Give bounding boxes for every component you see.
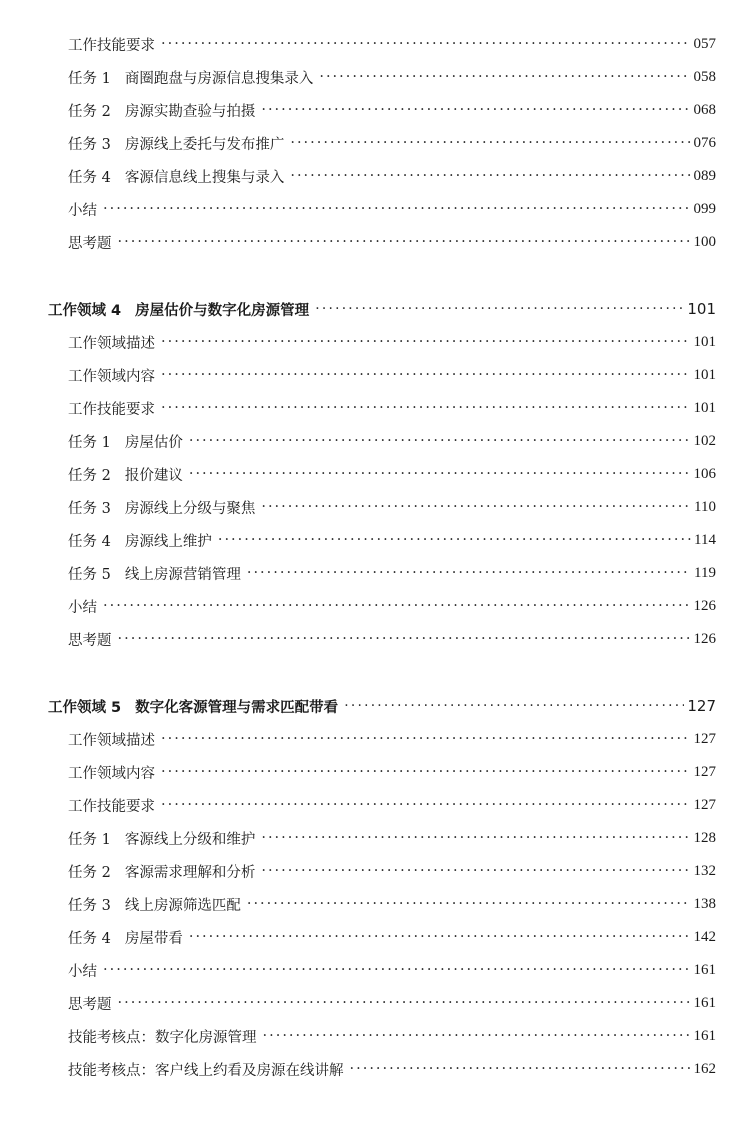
toc-entry-row[interactable] xyxy=(68,33,716,55)
toc-entry-row[interactable] xyxy=(68,529,716,551)
dot-leader xyxy=(118,995,691,1011)
toc-page-number: 138 xyxy=(693,895,716,912)
toc-page-number: 101 xyxy=(693,333,716,350)
dot-leader xyxy=(315,301,684,317)
toc-page-number: 161 xyxy=(693,1027,716,1044)
dot-leader xyxy=(261,830,690,846)
toc-title: 思考题 xyxy=(68,996,112,1013)
toc-entry-row[interactable] xyxy=(68,99,716,121)
toc-title: 工作技能要求 xyxy=(68,401,155,418)
toc-entry-row[interactable] xyxy=(68,132,716,154)
toc-prefix: 任务 4 xyxy=(68,169,111,186)
dot-leader xyxy=(161,367,691,383)
toc-entry-row[interactable] xyxy=(68,231,716,253)
dot-leader xyxy=(189,929,691,945)
dot-leader xyxy=(103,962,691,978)
toc-page-number: 161 xyxy=(693,961,716,978)
toc-page-number: 114 xyxy=(694,531,716,548)
toc-prefix: 任务 1 xyxy=(68,70,111,87)
toc-entry-row[interactable] xyxy=(68,66,716,88)
toc-page-number: 127 xyxy=(693,796,716,813)
toc-prefix: 任务 1 xyxy=(68,434,111,451)
toc-title: 小结 xyxy=(68,599,97,616)
toc-title: 工作技能要求 xyxy=(68,798,155,815)
toc-title: 线上房源筛选匹配 xyxy=(124,897,241,914)
dot-leader xyxy=(344,698,684,714)
toc-title: 房屋估价 xyxy=(124,434,183,451)
toc-entry-row[interactable] xyxy=(68,1025,716,1047)
dot-leader xyxy=(161,731,691,747)
toc-entry-row[interactable] xyxy=(68,165,716,187)
toc-prefix: 任务 3 xyxy=(68,897,111,914)
toc-page-number: 162 xyxy=(693,1060,716,1077)
dot-leader xyxy=(118,631,691,647)
toc-entry-row[interactable] xyxy=(68,761,716,783)
toc-page-number: 126 xyxy=(693,597,716,614)
dot-leader xyxy=(161,797,691,813)
toc-entry-row[interactable] xyxy=(68,959,716,981)
toc-prefix: 任务 3 xyxy=(68,136,111,153)
dot-leader xyxy=(103,598,691,614)
toc-page-number: 102 xyxy=(693,432,716,449)
toc-page-number: 068 xyxy=(693,101,716,118)
toc-title: 数字化客源管理与需求匹配带看 xyxy=(135,699,339,716)
dot-leader xyxy=(189,433,691,449)
toc-entry-row[interactable] xyxy=(68,860,716,882)
toc-prefix: 任务 4 xyxy=(68,533,111,550)
toc-title: 思考题 xyxy=(68,235,112,252)
dot-leader xyxy=(263,1028,691,1044)
toc-entry-row[interactable] xyxy=(68,893,716,915)
toc-page-number: 127 xyxy=(693,763,716,780)
dot-leader xyxy=(290,168,690,184)
toc-page-number: 089 xyxy=(693,167,716,184)
toc-entry-row[interactable] xyxy=(68,496,716,518)
toc-title: 工作技能要求 xyxy=(68,37,155,54)
toc-title: 线上房源营销管理 xyxy=(124,566,241,583)
toc-prefix: 任务 2 xyxy=(68,103,111,120)
dot-leader xyxy=(261,102,690,118)
toc-page-number: 058 xyxy=(693,68,716,85)
toc-title: 房源线上分级与聚焦 xyxy=(124,500,256,517)
dot-leader xyxy=(161,764,691,780)
toc-title: 小结 xyxy=(68,963,97,980)
toc-entry-row[interactable] xyxy=(68,562,716,584)
toc-page-number: 057 xyxy=(693,35,716,52)
toc-title: 工作领域描述 xyxy=(68,732,155,749)
toc-entry-row[interactable] xyxy=(68,992,716,1014)
toc-page-number: 127 xyxy=(687,697,716,715)
toc-title: 房屋带看 xyxy=(124,930,183,947)
toc-page-number: 110 xyxy=(694,498,716,515)
toc-title: 工作领域描述 xyxy=(68,335,155,352)
toc-entry-row[interactable] xyxy=(68,1058,716,1080)
toc-title: 技能考核点：数字化房源管理 xyxy=(68,1029,257,1046)
toc-prefix: 工作领域 5 xyxy=(48,699,122,716)
toc-entry-row[interactable] xyxy=(68,198,716,220)
dot-leader xyxy=(189,466,691,482)
toc-prefix: 任务 4 xyxy=(68,930,111,947)
dot-leader xyxy=(247,896,691,912)
toc-page-number: 132 xyxy=(693,862,716,879)
toc-chapter-row[interactable] xyxy=(48,298,716,320)
toc-title: 客源线上分级和维护 xyxy=(124,831,256,848)
dot-leader xyxy=(261,863,690,879)
toc-page-number: 161 xyxy=(693,994,716,1011)
toc-title: 思考题 xyxy=(68,632,112,649)
dot-leader xyxy=(103,201,691,217)
toc-prefix: 工作领域 4 xyxy=(48,302,122,319)
toc-entry-row[interactable] xyxy=(68,364,716,386)
toc-title: 工作领域内容 xyxy=(68,765,155,782)
toc-page-number: 101 xyxy=(693,399,716,416)
toc-title: 技能考核点：客户线上约看及房源在线讲解 xyxy=(68,1062,344,1079)
toc-prefix: 任务 2 xyxy=(68,864,111,881)
toc-chapter-row[interactable] xyxy=(48,695,716,717)
toc-title: 工作领域内容 xyxy=(68,368,155,385)
toc-title: 房源线上维护 xyxy=(124,533,212,550)
toc-entry-row[interactable] xyxy=(68,926,716,948)
toc-title: 房屋估价与数字化房源管理 xyxy=(135,302,310,319)
toc-entry-row[interactable] xyxy=(68,794,716,816)
dot-leader xyxy=(161,36,691,52)
toc-title: 报价建议 xyxy=(124,467,183,484)
dot-leader xyxy=(350,1061,691,1077)
toc-page-number: 126 xyxy=(693,630,716,647)
dot-leader xyxy=(247,565,691,581)
dot-leader xyxy=(161,400,691,416)
toc-prefix: 任务 5 xyxy=(68,566,111,583)
toc-title: 小结 xyxy=(68,202,97,219)
toc-title: 房源线上委托与发布推广 xyxy=(124,136,285,153)
toc-entry-row[interactable] xyxy=(68,331,716,353)
toc-page-number: 128 xyxy=(693,829,716,846)
toc-entry-row[interactable] xyxy=(68,827,716,849)
dot-leader xyxy=(290,135,690,151)
toc-page-number: 100 xyxy=(693,233,716,250)
toc-page-number: 119 xyxy=(694,564,716,581)
toc-entry-row[interactable] xyxy=(68,595,716,617)
toc-prefix: 任务 2 xyxy=(68,467,111,484)
toc-prefix: 任务 1 xyxy=(68,831,111,848)
dot-leader xyxy=(161,334,691,350)
toc-title: 商圈跑盘与房源信息搜集录入 xyxy=(124,70,314,87)
toc-prefix: 任务 3 xyxy=(68,500,111,517)
dot-leader xyxy=(218,532,691,548)
toc-page-number: 101 xyxy=(687,300,716,318)
toc-title: 客源信息线上搜集与录入 xyxy=(124,169,285,186)
toc-page-number: 106 xyxy=(693,465,716,482)
toc-entry-row[interactable] xyxy=(68,728,716,750)
toc-entry-row[interactable] xyxy=(68,430,716,452)
toc-title: 客源需求理解和分析 xyxy=(124,864,256,881)
dot-leader xyxy=(319,69,690,85)
toc-entry-row[interactable] xyxy=(68,628,716,650)
toc-entry-row[interactable] xyxy=(68,397,716,419)
toc-page-number: 076 xyxy=(693,134,716,151)
dot-leader xyxy=(118,234,691,250)
toc-page-number: 101 xyxy=(693,366,716,383)
toc-page-number: 099 xyxy=(693,200,716,217)
toc-page-number: 127 xyxy=(693,730,716,747)
dot-leader xyxy=(261,499,691,515)
toc-entry-row[interactable] xyxy=(68,463,716,485)
toc-page-number: 142 xyxy=(693,928,716,945)
toc-title: 房源实勘查验与拍摄 xyxy=(124,103,256,120)
